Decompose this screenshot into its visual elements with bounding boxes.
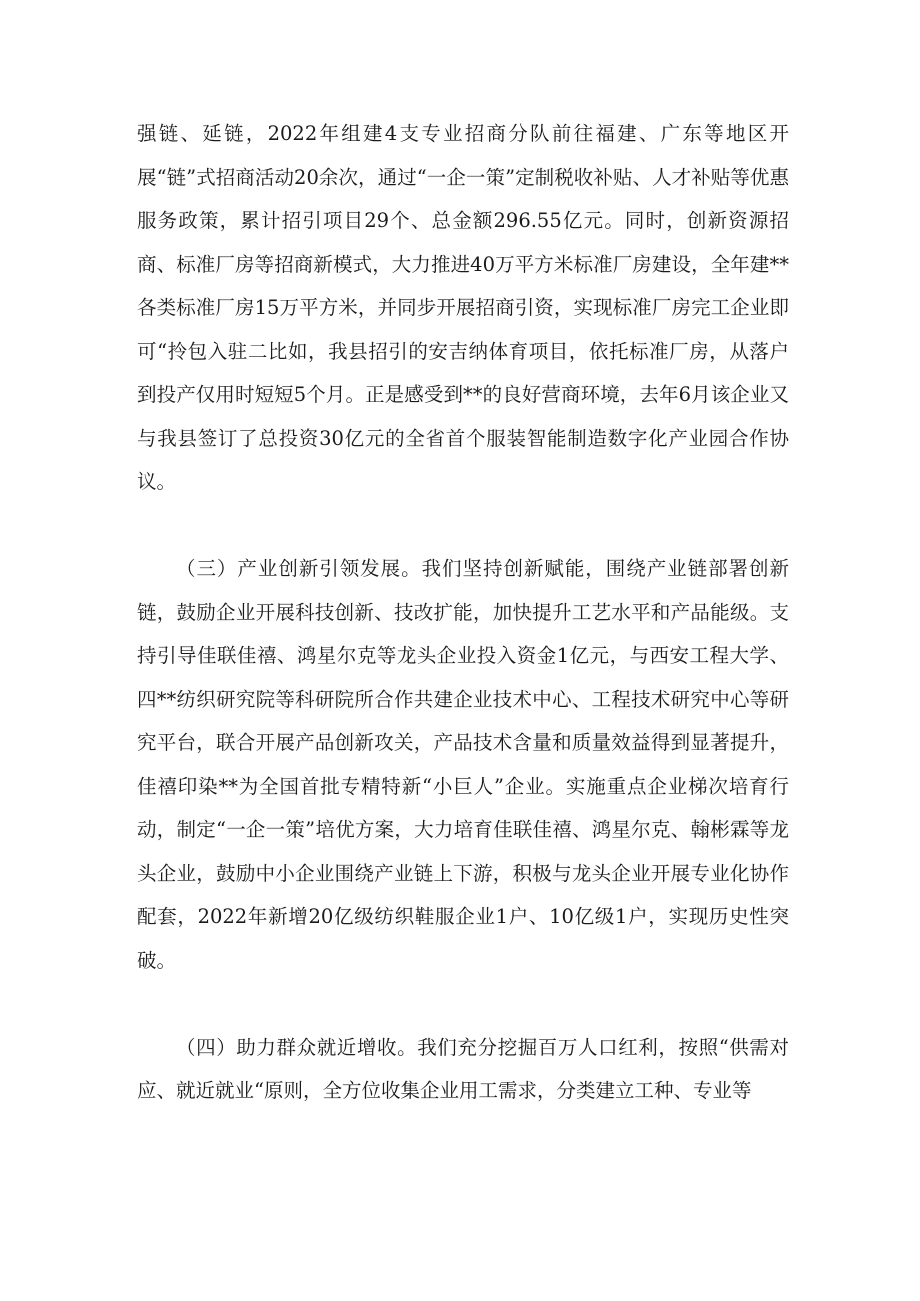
paragraph-innovation: （三）产业创新引领发展。我们坚持创新赋能，围绕产业链部署创新链，鼓励企业开展科技创新、技改扩能，加快提升工艺水平和产品能级。支持引导佳联佳禧、鸿星尔克等龙头企业投入资金1亿元，与西安工程大学、四**纺织研究院等科研院所合作共建企业技术中心、工程技术研究中心等研究平台，联合开展产品创新攻关，产品技术含量和质量效益得到显著提升，佳禧印染**为全国首批专精特新“小巨人”企业。实施重点企业梯次培育行动，制定“一企一策”培优方案，大力培育佳联佳禧、鸿星尔克、翰彬霖等龙头企业，鼓励中小企业围绕产业链上下游，积极与龙头企业开展专业化协作配套，2022年新增20亿级纺织鞋服企业1户、10亿级1户，实现历史性突破。 (137, 557, 789, 972)
paragraph-investment: 强链、延链，2022年组建4支专业招商分队前往福建、广东等地区开展“链”式招商活动20余次，通过“一企一策”定制税收补贴、人才补贴等优惠服务政策，累计招引项目29个、总金额296.55亿元。同时，创新资源招商、标准厂房等招商新模式，大力推进40万平方米标准厂房建设，全年建**各类标准厂房15万平方米，并同步开展招商引资，实现标准厂房完工企业即可“拎包入驻二比如，我县招引的安吉纳体育项目，依托标准厂房，从落户到投产仅用时短短5个月。正是感受到**的良好营商环境，去年6月该企业又与我县签订了总投资30亿元的全省首个服装智能制造数字化产业园合作协议。 (137, 122, 789, 493)
paragraph-gap (137, 504, 789, 548)
paragraph-gap (137, 982, 789, 1026)
paragraph-employment: （四）助力群众就近增收。我们充分挖掘百万人口红利，按照“供需对应、就近就业“原则，全方位收集企业用工需求，分类建立工种、专业等 (137, 1035, 789, 1102)
document-body (137, 112, 789, 1113)
